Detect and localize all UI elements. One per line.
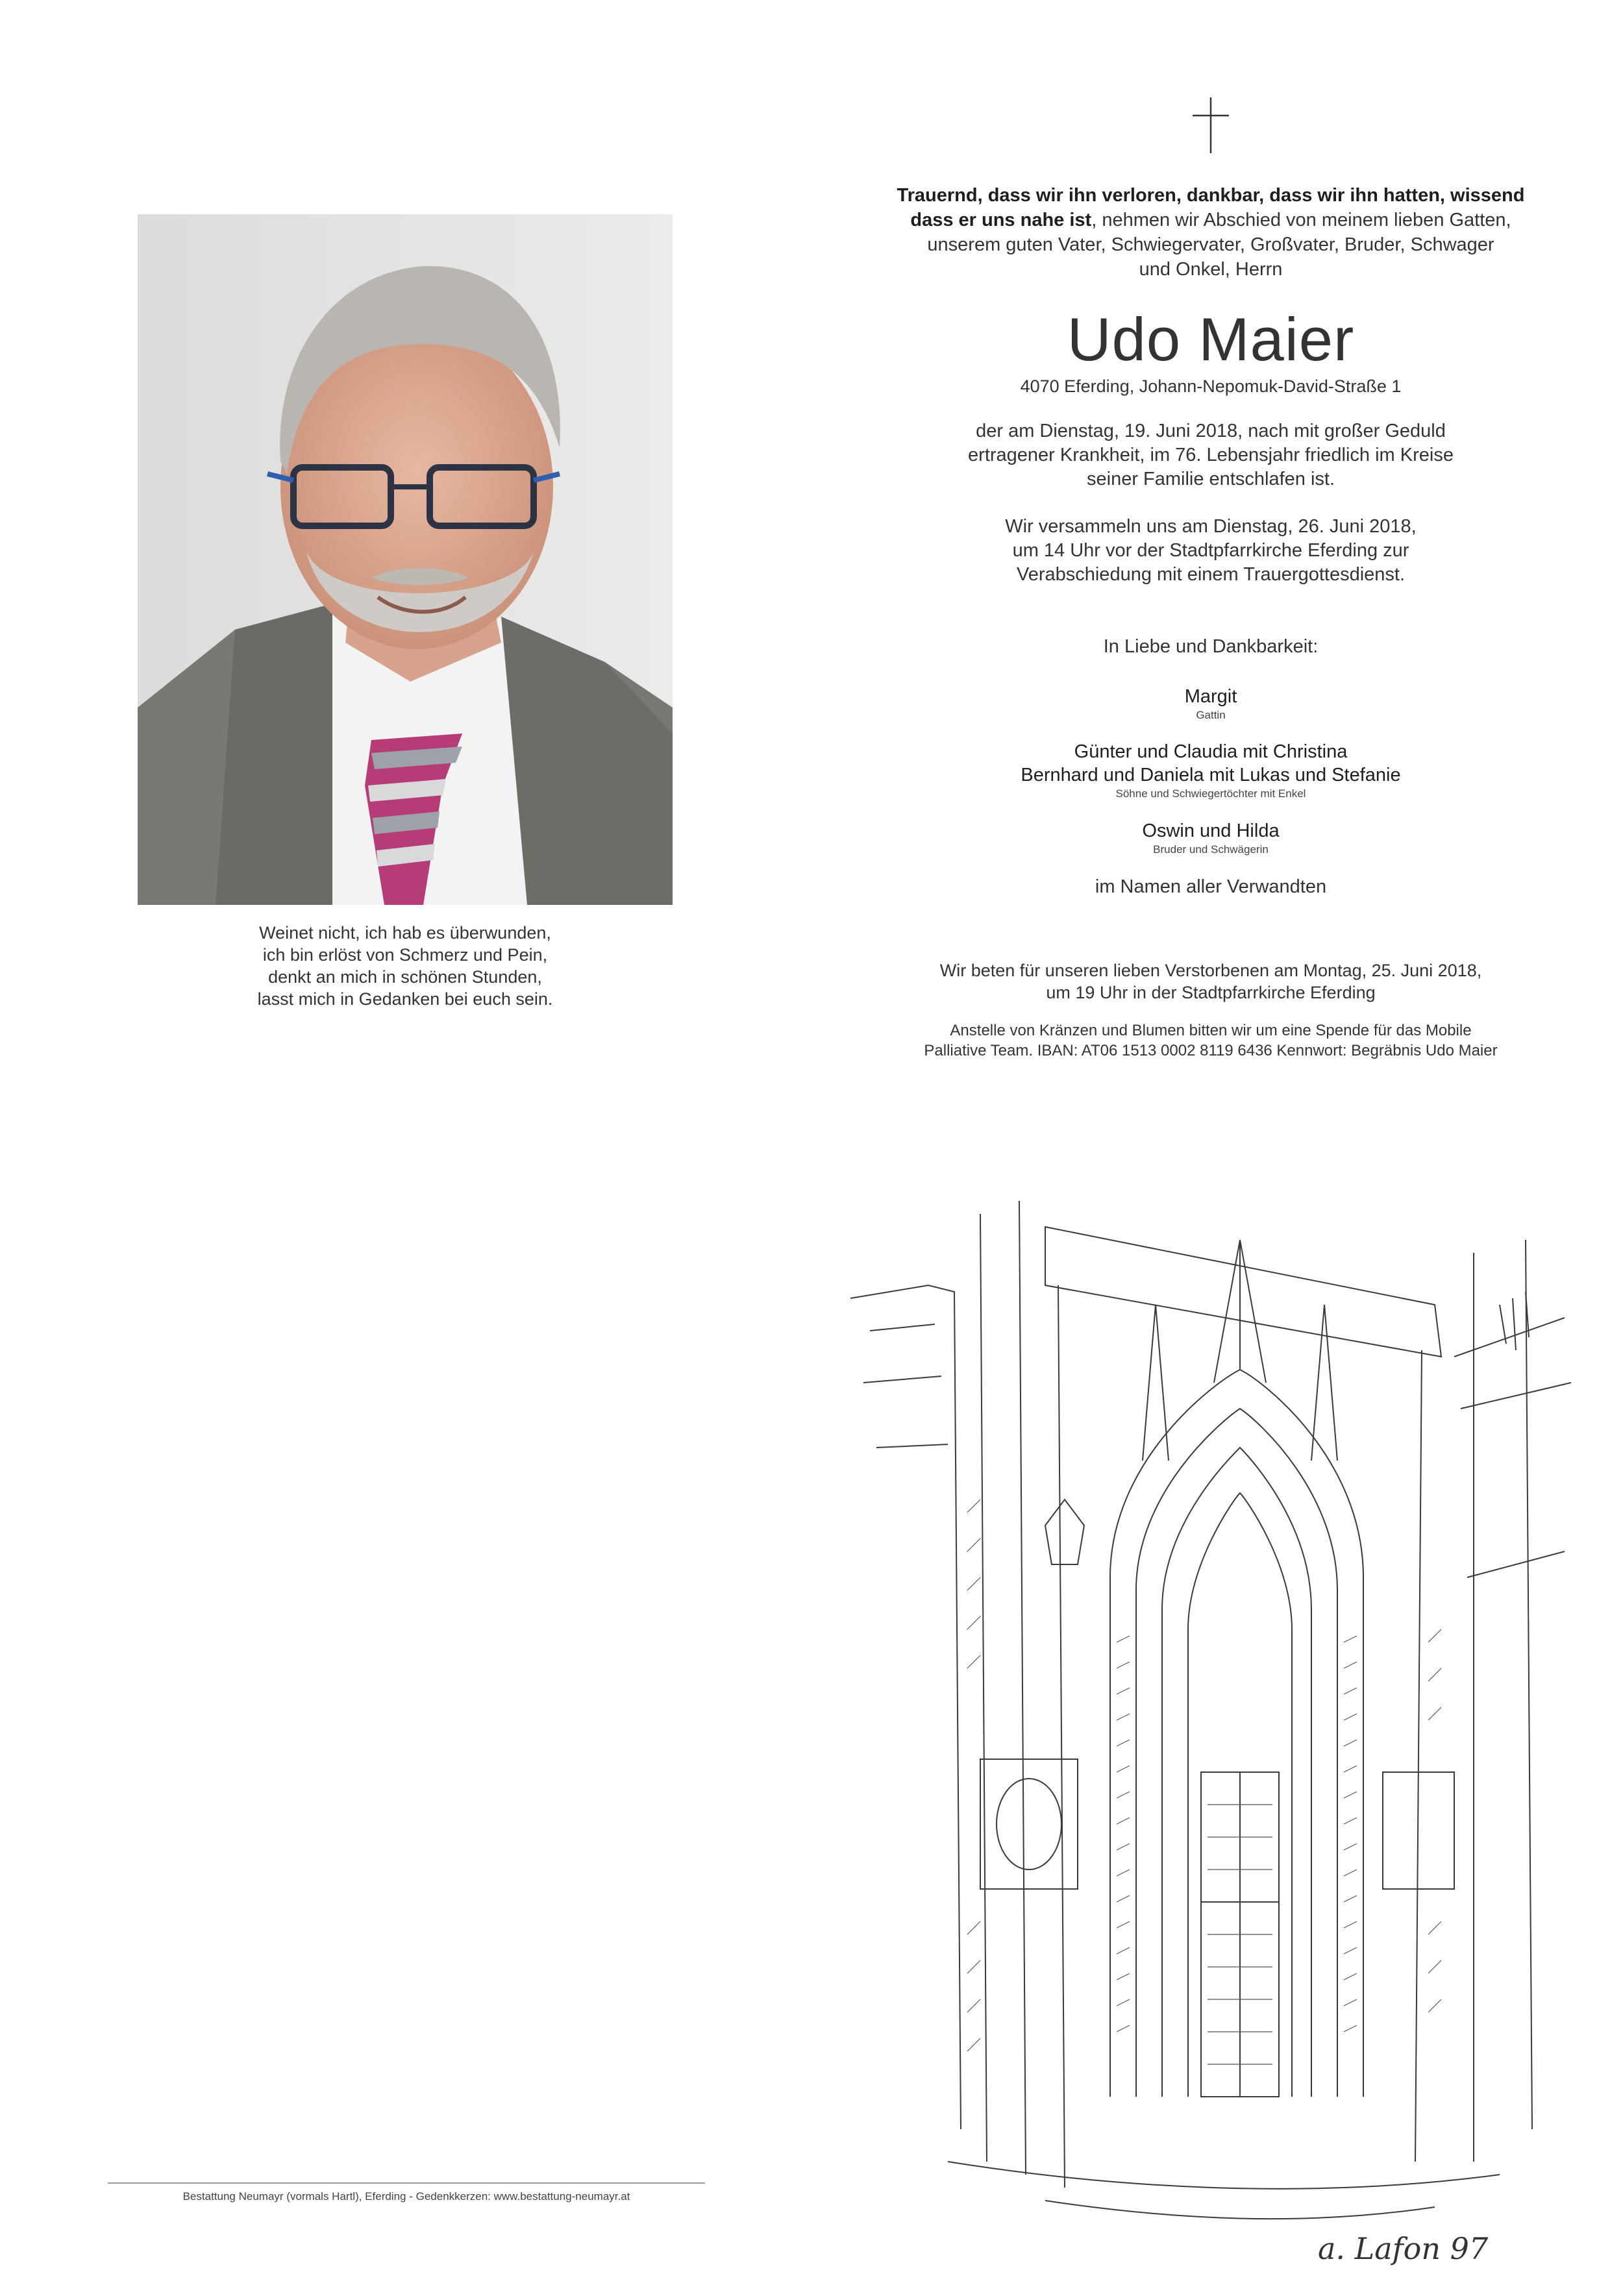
intro-line: , nehmen wir Abschied von meinem lieben Gatten, xyxy=(1091,210,1511,230)
intro-line: und Onkel, Herrn xyxy=(1139,259,1283,280)
mourner-relation: Bruder und Schwägerin xyxy=(1153,843,1269,856)
poem-line: Weinet nicht, ich hab es überwunden, xyxy=(259,923,551,943)
mourner-group-children xyxy=(844,740,1578,801)
deceased-address: 4070 Eferding, Johann-Nepomuk-David-Straße 1 xyxy=(1020,376,1402,396)
death-notice-line: der am Dienstag, 19. Juni 2018, nach mit großer Geduld xyxy=(976,421,1446,441)
love-gratitude-line: In Liebe und Dankbarkeit: xyxy=(1103,636,1319,657)
prayer-notice xyxy=(844,959,1578,1004)
footer-funeral-home: Bestattung Neumayr (vormals Hartl), Eferding - Gedenkkerzen: www.bestattung-neumayr.at xyxy=(182,2190,630,2203)
intro-text xyxy=(844,183,1578,282)
memorial-poem xyxy=(138,922,673,1010)
funeral-line: Wir versammeln uns am Dienstag, 26. Juni 2018, xyxy=(1005,516,1417,537)
mourner-relation: Gattin xyxy=(1196,709,1226,721)
funeral-line: Verabschiedung mit einem Trauergottesdienst. xyxy=(1016,564,1406,585)
mourner-group-siblings xyxy=(844,819,1578,857)
funeral-details xyxy=(844,515,1578,587)
mourner-name: Margit xyxy=(1184,686,1237,707)
donation-line: Palliative Team. IBAN: AT06 1513 0002 8119 6436 Kennwort: Begräbnis Udo Maier xyxy=(924,1042,1498,1059)
prayer-line: Wir beten für unseren lieben Verstorbenen am Montag, 25. Juni 2018, xyxy=(939,961,1482,980)
mourner-name: Bernhard und Daniela mit Lukas und Stefanie xyxy=(1021,765,1401,785)
mourner-group-spouse xyxy=(844,685,1578,722)
mourner-name: Oswin und Hilda xyxy=(1142,821,1280,841)
poem-line: lasst mich in Gedanken bei euch sein. xyxy=(257,989,553,1009)
death-notice-line: ertragener Krankheit, im 76. Lebensjahr friedlich im Kreise xyxy=(968,445,1454,465)
mourner-name: Günter und Claudia mit Christina xyxy=(1074,741,1348,762)
death-notice-line: seiner Familie entschlafen ist. xyxy=(1087,469,1335,489)
prayer-line: um 19 Uhr in der Stadtpfarrkirche Eferding xyxy=(1046,983,1376,1002)
deceased-name: Udo Maier xyxy=(1067,305,1355,373)
poem-line: ich bin erlöst von Schmerz und Pein, xyxy=(262,945,548,965)
funeral-line: um 14 Uhr vor der Stadtpfarrkirche Eferding zur xyxy=(1012,540,1409,561)
donation-line: Anstelle von Kränzen und Blumen bitten wir um eine Spende für das Mobile xyxy=(950,1022,1472,1039)
poem-line: denkt an mich in schönen Stunden, xyxy=(268,967,542,987)
portrait-photo xyxy=(138,214,673,905)
cross-icon xyxy=(1185,96,1237,154)
donation-notice xyxy=(844,1020,1578,1061)
intro-line: unserem guten Vater, Schwiegervater, Großvater, Bruder, Schwager xyxy=(927,234,1494,255)
closing-line: im Namen aller Verwandten xyxy=(1095,876,1327,897)
footer-divider xyxy=(108,2182,705,2184)
sketch-signature: a. Lafon 97 xyxy=(1318,2231,1489,2266)
mourner-relation: Söhne und Schwiegertöchter mit Enkel xyxy=(1115,787,1306,800)
church-portal-sketch xyxy=(850,1188,1578,2285)
intro-bold-phrase: dass er uns nahe ist xyxy=(910,210,1092,230)
intro-line-bold: Trauernd, dass wir ihn verloren, dankbar, dass wir ihn hatten, wissend xyxy=(897,185,1525,206)
death-notice xyxy=(844,419,1578,491)
